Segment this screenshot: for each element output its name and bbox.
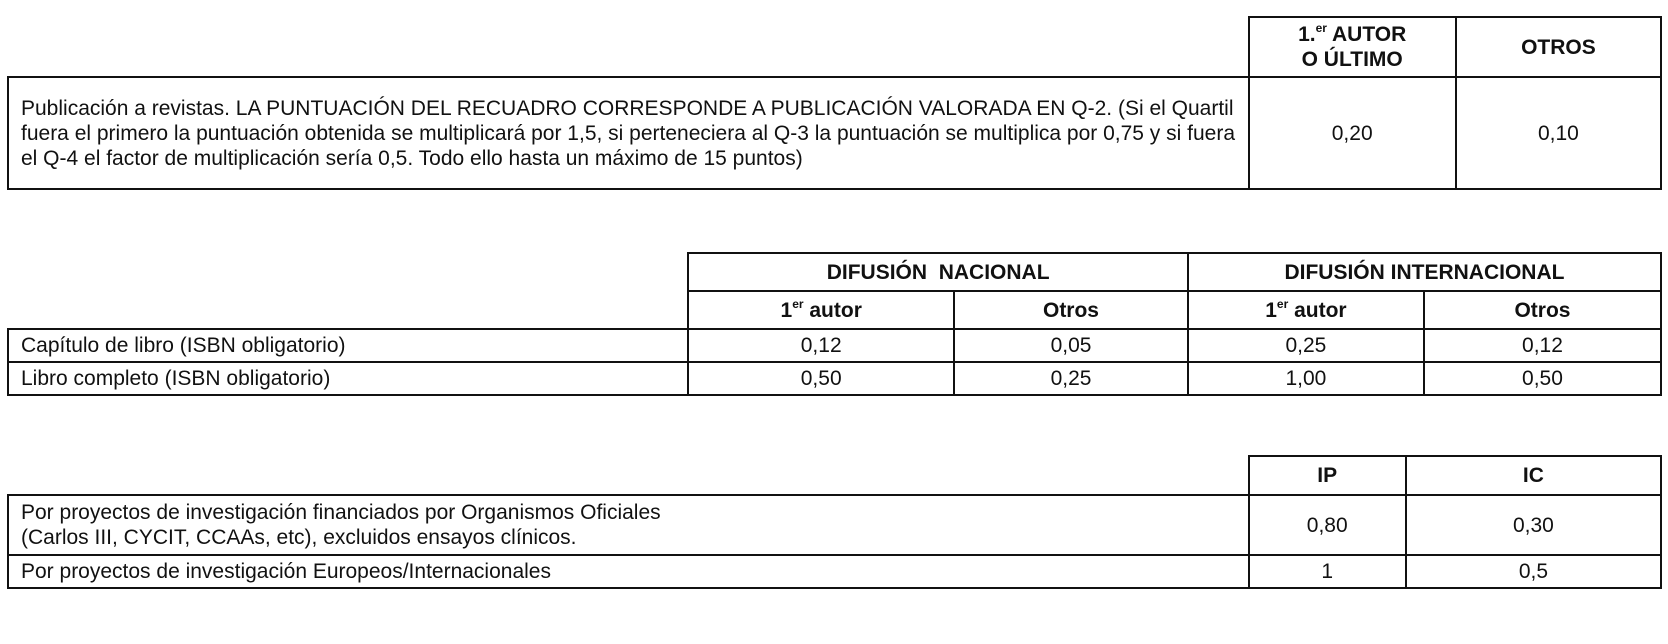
- first-sup: er: [792, 296, 804, 311]
- header-national-others: Otros: [954, 291, 1188, 329]
- row-label: Capítulo de libro (ISBN obligatorio): [8, 329, 688, 362]
- international-others-value: 0,12: [1424, 329, 1661, 362]
- header-superscript: er: [1315, 21, 1327, 35]
- national-others-value: 0,05: [954, 329, 1188, 362]
- table-row: [8, 362, 1661, 395]
- first-sup: er: [1276, 296, 1289, 311]
- first-word: autor: [803, 298, 862, 322]
- books-table: [7, 252, 1662, 396]
- header-others: OTROS: [1456, 17, 1661, 77]
- row-label-line2: (Carlos III, CYCIT, CCAAs, etc), excluidos ensayos clínicos.: [21, 526, 577, 549]
- journal-others-score: 0,10: [1456, 77, 1661, 189]
- journal-publication-description: Publicación a revistas. LA PUNTUACIÓN DEL RECUADRO CORRESPONDE A PUBLICACIÓN VALORADA EN Q-2. (Si el Quartil fuera el primero la puntuación obtenida se multiplicará por 1,5, si perteneciera al Q-3 la puntuación se multiplica por 0,75 y si fuera el Q-4 el factor de multiplicación sería 0,5. Todo ello hasta un máximo de 15 puntos): [8, 77, 1249, 189]
- national-first-author-value: 0,50: [688, 362, 954, 395]
- header-ip: IP: [1249, 456, 1406, 495]
- ic-value: 0,30: [1406, 495, 1661, 555]
- empty-corner: [8, 17, 1249, 77]
- ip-value: 1: [1249, 555, 1406, 588]
- international-others-value: 0,50: [1424, 362, 1661, 395]
- row-label-line1: Por proyectos de investigación financiados por Organismos Oficiales: [21, 501, 661, 524]
- header-autor: AUTOR: [1326, 23, 1407, 46]
- research-projects-table: [7, 455, 1662, 589]
- header-first-or-last-author: [1249, 17, 1456, 77]
- empty-corner: [8, 291, 688, 329]
- row-label: Por proyectos de investigación Europeos/Internacionales: [8, 555, 1249, 588]
- row-label: Libro completo (ISBN obligatorio): [8, 362, 688, 395]
- table-row: [8, 329, 1661, 362]
- first-num: 1: [780, 298, 793, 322]
- empty-corner: [8, 253, 688, 291]
- first-word: autor: [1288, 298, 1347, 322]
- header-ic: IC: [1406, 456, 1661, 495]
- row-label: [8, 495, 1249, 555]
- journal-first-author-score: 0,20: [1249, 77, 1456, 189]
- first-num: 1: [1265, 298, 1277, 322]
- international-first-author-value: 1,00: [1188, 362, 1424, 395]
- ip-value: 0,80: [1249, 495, 1406, 555]
- header-o-ultimo: O ÚLTIMO: [1301, 48, 1403, 71]
- ic-value: 0,5: [1406, 555, 1661, 588]
- table-row: [8, 555, 1661, 588]
- header-national-first-author: [688, 291, 954, 329]
- table-row: [8, 495, 1661, 555]
- header-international-first-author: [1188, 291, 1424, 329]
- national-others-value: 0,25: [954, 362, 1188, 395]
- header-number: 1.: [1298, 23, 1316, 46]
- header-international-others: Otros: [1424, 291, 1661, 329]
- national-first-author-value: 0,12: [688, 329, 954, 362]
- empty-corner: [8, 456, 1249, 495]
- international-first-author-value: 0,25: [1188, 329, 1424, 362]
- header-international-diffusion: DIFUSIÓN INTERNACIONAL: [1188, 253, 1661, 291]
- journal-publications-table: [7, 16, 1662, 190]
- header-national-diffusion: DIFUSIÓN NACIONAL: [688, 253, 1188, 291]
